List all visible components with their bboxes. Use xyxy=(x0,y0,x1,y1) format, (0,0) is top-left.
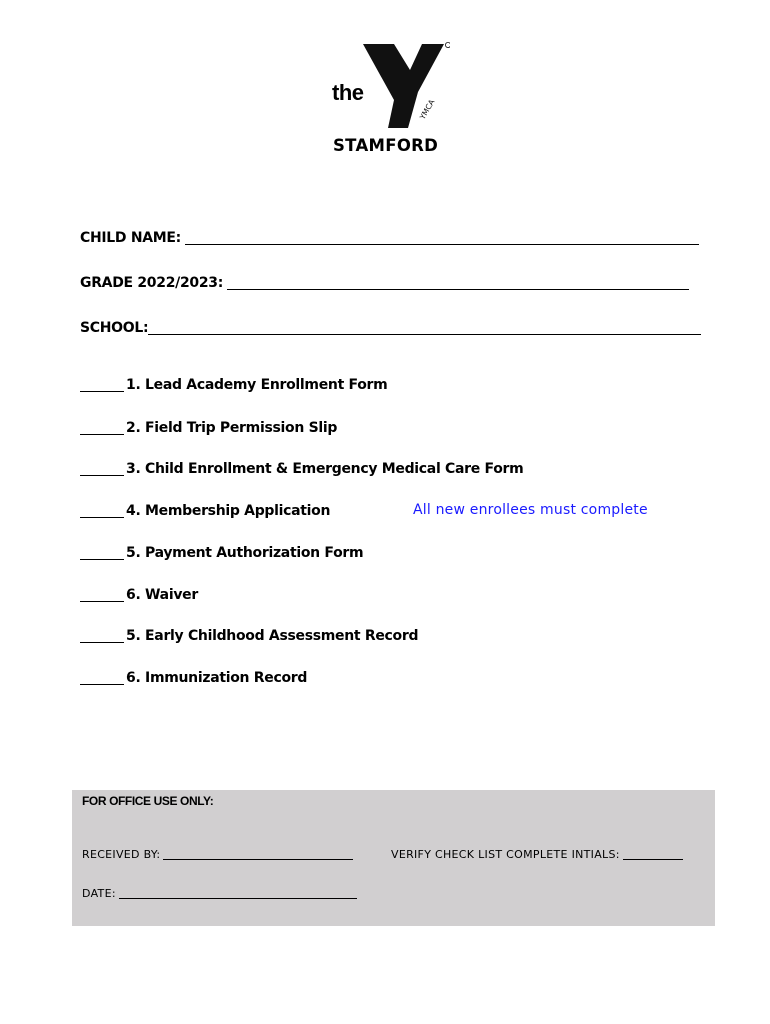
received-by-field xyxy=(82,848,353,861)
date-field xyxy=(82,887,357,900)
date-line[interactable] xyxy=(119,887,357,899)
check-blank[interactable] xyxy=(80,377,124,392)
child-name-line[interactable] xyxy=(185,230,699,245)
ymca-logo xyxy=(330,40,460,160)
checklist-item xyxy=(80,545,363,561)
checklist-item xyxy=(80,628,418,644)
checklist-item xyxy=(80,377,387,393)
received-by-line[interactable] xyxy=(163,848,353,860)
checklist-item-label: 1. Lead Academy Enrollment Form xyxy=(126,377,388,393)
verify-initials-field xyxy=(391,848,683,861)
received-by-label: RECEIVED BY: xyxy=(82,848,161,861)
date-label: DATE: xyxy=(82,887,116,900)
grade-label: GRADE 2022/2023: xyxy=(80,275,224,291)
check-blank[interactable] xyxy=(80,670,124,685)
grade-line[interactable] xyxy=(227,275,689,290)
check-blank[interactable] xyxy=(80,420,124,435)
check-blank[interactable] xyxy=(80,461,124,476)
checklist-item xyxy=(80,503,330,519)
y-emblem-icon xyxy=(360,40,450,132)
checklist-item-label: 2. Field Trip Permission Slip xyxy=(126,420,338,436)
grade-field xyxy=(80,275,689,291)
checklist-item xyxy=(80,420,337,436)
verify-initials-label: VERIFY CHECK LIST COMPLETE INTIALS: xyxy=(391,848,620,861)
check-blank[interactable] xyxy=(80,545,124,560)
checklist-item xyxy=(80,587,198,603)
check-blank[interactable] xyxy=(80,503,124,518)
child-name-label: CHILD NAME: xyxy=(80,230,181,246)
checklist-item-label: 5. Payment Authorization Form xyxy=(126,545,364,561)
logo-city-text: STAMFORD xyxy=(333,136,439,155)
school-line[interactable] xyxy=(148,320,701,335)
school-label: SCHOOL: xyxy=(80,320,149,336)
checklist-item-label: 6. Immunization Record xyxy=(126,670,308,686)
checklist-item-label: 6. Waiver xyxy=(126,587,198,603)
office-use-title: FOR OFFICE USE ONLY: xyxy=(82,794,214,808)
check-blank[interactable] xyxy=(80,628,124,643)
logo-the-text: the xyxy=(332,80,364,105)
verify-initials-line[interactable] xyxy=(623,848,683,860)
new-enrollee-note: All new enrollees must complete xyxy=(413,502,648,518)
check-blank[interactable] xyxy=(80,587,124,602)
checklist-item xyxy=(80,670,307,686)
child-name-field xyxy=(80,230,699,246)
school-field xyxy=(80,320,701,336)
checklist-item xyxy=(80,461,523,477)
office-use-box xyxy=(72,790,715,926)
logo-ymca-text: YMCA xyxy=(417,97,437,121)
checklist-item-label: 4. Membership Application xyxy=(126,503,331,519)
checklist-item-label: 5. Early Childhood Assessment Record xyxy=(126,628,419,644)
checklist-item-label: 3. Child Enrollment & Emergency Medical Care Form xyxy=(126,461,524,477)
